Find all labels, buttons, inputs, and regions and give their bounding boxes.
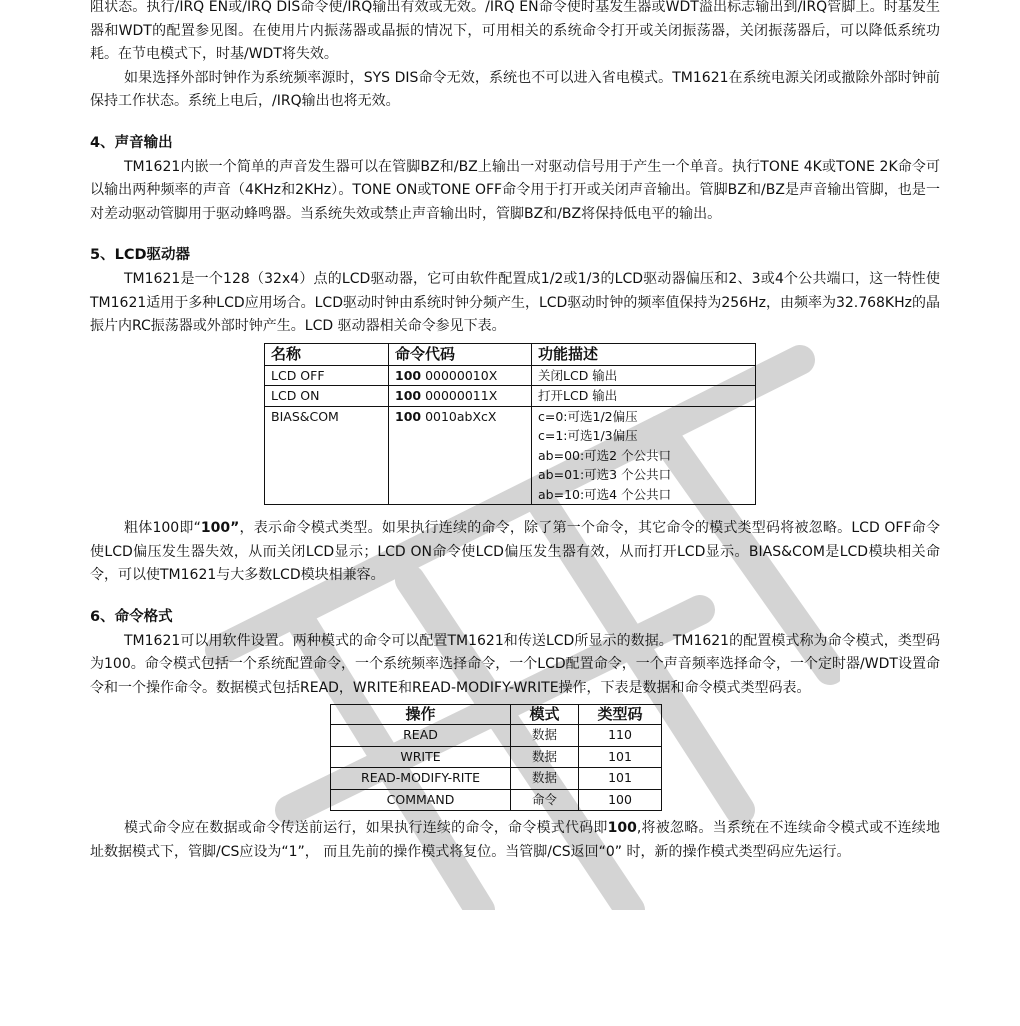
code-prefix: 100 [395, 388, 422, 403]
cell-mode: 数据 [511, 725, 579, 747]
header-mode: 模式 [511, 705, 579, 725]
header-name: 名称 [265, 343, 389, 365]
cell-op: READ-MODIFY-RITE [331, 768, 511, 790]
header-desc: 功能描述 [532, 343, 756, 365]
cell-mode: 数据 [511, 746, 579, 768]
cell-type: 110 [579, 725, 662, 747]
cell-name: LCD ON [265, 386, 389, 407]
section-6-heading: 6、命令格式 [90, 608, 173, 625]
code-bits: 0010abXcX [421, 408, 497, 424]
mode-type-table [330, 704, 662, 811]
cell-op: COMMAND [331, 789, 511, 811]
cell-code [389, 406, 532, 505]
final-text: 模式命令应在数据或命令传送前运行，如果执行连续的命令，命令模式代码即 [124, 820, 608, 836]
cell-mode: 数据 [511, 768, 579, 790]
section-4-paragraph: TM1621内嵌一个简单的声音发生器可以在管脚BZ和/BZ上输出一对驱动信号用于产生一个单音。执行TONE 4K或TONE 2K命令可以输出两种频率的声音（4KHz和2KHz）。TONE ON或TONE OFF命令用于打开或关闭声音输出。管脚BZ和/BZ是声音输出管脚，也是一对差动驱动管脚用于驱动蜂鸣器。当系统失效或禁止声音输出时，管脚BZ和/BZ将保持低电平的输出。 [90, 158, 940, 222]
cell-op: WRITE [331, 746, 511, 768]
table-row [331, 725, 662, 747]
cell-type: 101 [579, 768, 662, 790]
table-row [265, 386, 756, 407]
desc-line: ab=10:可选4 个公共口 [538, 486, 672, 502]
desc-line: c=1:可选1/3偏压 [538, 428, 638, 443]
section-4-heading: 4、声音输出 [90, 134, 173, 151]
note-text: ，表示命令模式类型。如果执行连续的命令，除了第一个命令，其它命令的模式类型码将被忽略。LCD OFF命令使LCD偏压发生器失效，从而关闭LCD显示；LCD ON命令使LCD偏压发生器有效，从而打开LCD显示。BIAS&COM是LCD模块相关命令，可以使TM1621与大多数LCD模块相兼容。 [90, 520, 940, 583]
cell-type: 101 [579, 746, 662, 768]
code-prefix: 100 [395, 408, 422, 424]
header-type: 类型码 [579, 705, 662, 725]
section-6-paragraph: TM1621可以用软件设置。两种模式的命令可以配置TM1621和传送LCD所显示的数据。TM1621的配置模式称为命令模式，类型码为100。命令模式包括一个系统配置命令，一个系统频率选择命令，一个LCD配置命令，一个声音频率选择命令，一个定时器/WDT设置命令和一个操作命令。数据模式包括READ，WRITE和READ-MODIFY-WRITE操作，下表是数据和命令模式类型码表。 [90, 632, 940, 696]
section-5-note [90, 517, 940, 588]
table-row [265, 406, 756, 505]
header-op: 操作 [331, 705, 511, 725]
section-6-final-paragraph [90, 817, 940, 864]
cell-type: 100 [579, 789, 662, 811]
cell-name: BIAS&COM [265, 406, 389, 505]
code-bits: 00000011X [421, 388, 498, 403]
table-row [265, 365, 756, 386]
cell-code [389, 386, 532, 407]
header-code: 命令代码 [389, 343, 532, 365]
cell-code [389, 365, 532, 386]
table-row [331, 746, 662, 768]
section-5-heading: 5、LCD驱动器 [90, 247, 191, 263]
cell-desc: 打开LCD 输出 [532, 386, 756, 407]
desc-line: c=0:可选1/2偏压 [538, 408, 638, 424]
table-header-row [265, 343, 756, 365]
cell-name: LCD OFF [265, 365, 389, 386]
desc-line: ab=01:可选3 个公共口 [538, 467, 672, 482]
table-header-row [331, 705, 662, 725]
final-bold: 100 [607, 820, 637, 836]
note-bold: 100” [200, 520, 240, 536]
final-text: ,将被忽略。当系统在不连续命令模式或不连续地址数据模式下，管脚/CS应设为“1”， 而且先前的操作模式将复位。当管脚/CS返回“0” 时，新的操作模式类型码应先运行。 [90, 820, 940, 860]
table-row [331, 789, 662, 811]
intro-paragraph-2: 如果选择外部时钟作为系统频率源时，SYS DIS命令无效，系统也不可以进入省电模式。TM1621在系统电源关闭或撤除外部时钟前保持工作状态。系统上电后，/IRQ输出也将无效。 [90, 69, 940, 109]
cell-desc [532, 406, 756, 505]
document-page [90, 0, 940, 864]
cell-op: READ [331, 725, 511, 747]
intro-paragraph-1: 阻状态。执行/IRQ EN或/IRQ DIS命令使/IRQ输出有效或无效。/IRQ EN命令使时基发生器或WDT溢出标志输出到/IRQ管脚上。时基发生器和WDT的配置参见图。在使用片内振荡器或晶振的情况下，可用相关的系统命令打开或关闭振荡器，关闭振荡器后，可以降低系统功耗。在节电模式下，时基/WDT将失效。 [90, 0, 940, 62]
desc-line: ab=00:可选2 个公共口 [538, 447, 672, 463]
cell-desc: 关闭LCD 输出 [532, 365, 756, 386]
code-prefix: 100 [395, 367, 422, 383]
code-bits: 00000010X [421, 367, 498, 383]
table-row [331, 768, 662, 790]
cell-mode: 命令 [511, 789, 579, 811]
note-text: 粗体100即“ [124, 520, 201, 536]
lcd-command-table [264, 343, 756, 506]
section-5-paragraph: TM1621是一个128（32x4）点的LCD驱动器，它可由软件配置成1/2或1/3的LCD驱动器偏压和2、3或4个公共端口，这一特性使TM1621适用于多种LCD应用场合。LCD驱动时钟由系统时钟分频产生，LCD驱动时钟的频率值保持为256Hz，由频率为32.768KHz的晶振片内RC振荡器或外部时钟产生。LCD 驱动器相关命令参见下表。 [90, 271, 940, 334]
